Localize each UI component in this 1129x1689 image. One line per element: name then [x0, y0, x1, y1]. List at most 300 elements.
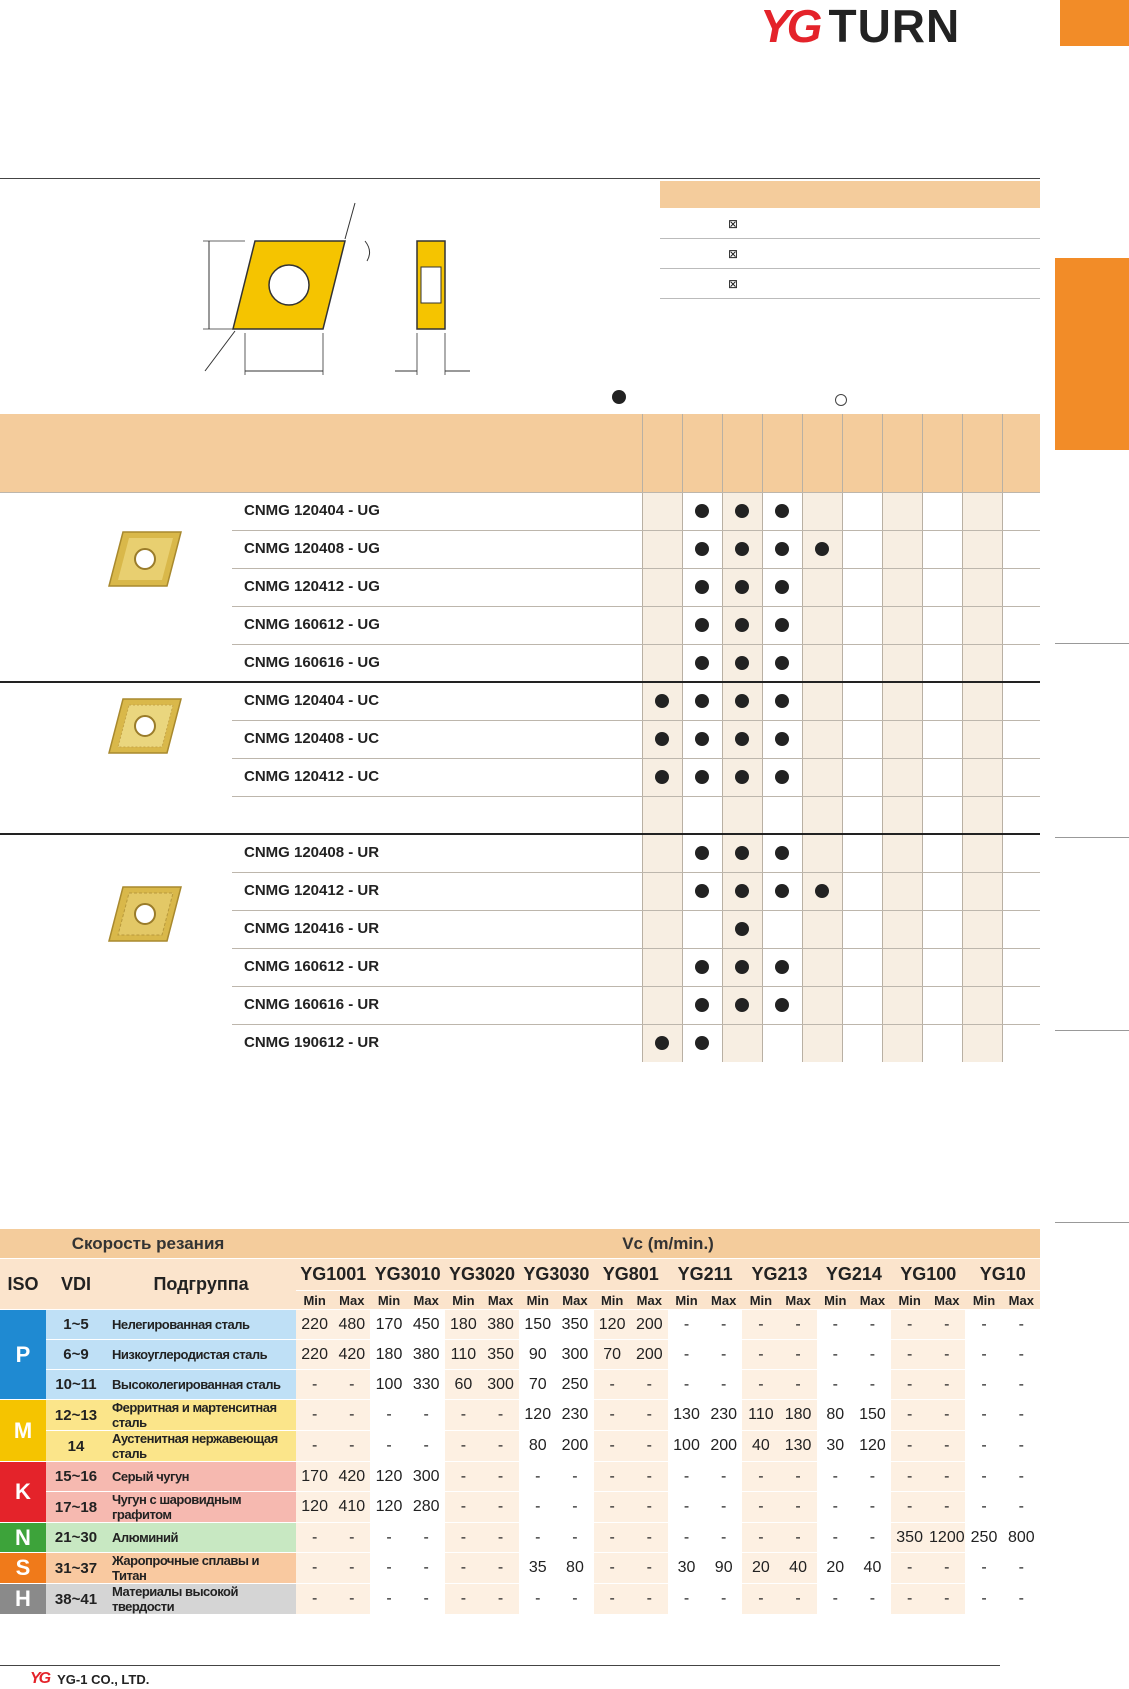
- availability-dot: [775, 694, 789, 708]
- dimension-symbol: ⊠: [728, 247, 739, 261]
- grade-column-shade: [802, 492, 842, 1062]
- speed-value: -: [891, 1310, 928, 1340]
- speed-value: -: [891, 1370, 928, 1400]
- product-code[interactable]: CNMG 160616 - UR: [244, 996, 380, 1013]
- speed-value: -: [705, 1462, 742, 1492]
- speed-value: -: [631, 1400, 668, 1431]
- row-divider: [232, 910, 1040, 911]
- speed-value: -: [445, 1553, 482, 1584]
- speed-value: 70: [519, 1370, 556, 1400]
- vdi-value: 12~13: [46, 1400, 106, 1431]
- speed-value: -: [854, 1462, 891, 1492]
- speed-value: 120: [296, 1492, 333, 1523]
- speed-value: 300: [556, 1340, 593, 1370]
- speed-value: -: [519, 1462, 556, 1492]
- speed-value: -: [742, 1462, 779, 1492]
- vc-header: Vc (m/min.): [296, 1229, 1040, 1259]
- speed-value: 100: [668, 1431, 705, 1462]
- grade-column-line: [842, 414, 843, 1062]
- iso-group-badge: M: [0, 1400, 46, 1462]
- speed-value: -: [445, 1431, 482, 1462]
- speed-value: -: [668, 1310, 705, 1340]
- speed-value: 380: [408, 1340, 445, 1370]
- speed-value: -: [854, 1340, 891, 1370]
- speed-value: -: [594, 1431, 631, 1462]
- availability-dot: [775, 770, 789, 784]
- speed-value: 280: [408, 1492, 445, 1523]
- product-table-header: [0, 414, 1040, 492]
- availability-dot: [775, 542, 789, 556]
- min-header: Min: [668, 1291, 705, 1310]
- row-divider: [232, 644, 1040, 645]
- row-divider: [232, 530, 1040, 531]
- grade-header: YG3030: [519, 1259, 593, 1291]
- grade-header: YG3020: [445, 1259, 519, 1291]
- grade-header: YG213: [742, 1259, 816, 1291]
- legend-open-dot-icon: [835, 394, 847, 406]
- product-code[interactable]: CNMG 120412 - UR: [244, 882, 380, 899]
- availability-dot: [815, 542, 829, 556]
- speed-value: -: [742, 1340, 779, 1370]
- availability-dot: [655, 770, 669, 784]
- grade-column-line: [642, 414, 643, 1062]
- grade-header: YG801: [594, 1259, 668, 1291]
- speed-value: -: [854, 1492, 891, 1523]
- speed-value: 800: [1003, 1523, 1040, 1553]
- speed-value: 80: [817, 1400, 854, 1431]
- product-code[interactable]: CNMG 160616 - UG: [244, 654, 380, 671]
- speed-value: -: [631, 1523, 668, 1553]
- insert-drawing: [195, 195, 485, 385]
- speed-value: -: [594, 1553, 631, 1584]
- speed-value: -: [631, 1431, 668, 1462]
- speed-value: -: [519, 1492, 556, 1523]
- speed-value: 90: [705, 1553, 742, 1584]
- availability-dot: [655, 694, 669, 708]
- speed-value: -: [817, 1310, 854, 1340]
- speed-value: -: [705, 1370, 742, 1400]
- speed-value: -: [742, 1370, 779, 1400]
- speed-value: -: [668, 1340, 705, 1370]
- product-code[interactable]: CNMG 120412 - UC: [244, 768, 380, 785]
- grade-column-line: [682, 414, 683, 1062]
- speed-value: -: [817, 1523, 854, 1553]
- speed-value: -: [631, 1584, 668, 1615]
- iso-group-badge: N: [0, 1523, 46, 1553]
- grade-column-line: [762, 414, 763, 1062]
- grade-column-line: [882, 414, 883, 1062]
- speed-value: -: [668, 1462, 705, 1492]
- speed-value: -: [370, 1553, 407, 1584]
- speed-value: -: [333, 1370, 370, 1400]
- speed-value: -: [965, 1310, 1002, 1340]
- max-header: Max: [928, 1291, 965, 1310]
- speed-value: -: [445, 1584, 482, 1615]
- footer: [30, 1670, 149, 1688]
- availability-dot: [735, 960, 749, 974]
- speed-value: 40: [742, 1431, 779, 1462]
- product-code[interactable]: CNMG 120408 - UC: [244, 730, 380, 747]
- max-header: Max: [333, 1291, 370, 1310]
- availability-dot: [695, 1036, 709, 1050]
- speed-value: -: [594, 1400, 631, 1431]
- availability-dot: [775, 846, 789, 860]
- speed-value: -: [482, 1400, 519, 1431]
- speed-value: -: [928, 1553, 965, 1584]
- speed-value: 120: [519, 1400, 556, 1431]
- speed-value: -: [370, 1431, 407, 1462]
- dimension-symbol: ⊠: [728, 277, 739, 291]
- speed-value: 120: [370, 1492, 407, 1523]
- speed-value: -: [817, 1462, 854, 1492]
- speed-value: -: [742, 1310, 779, 1340]
- speed-value: -: [296, 1400, 333, 1431]
- speed-value: 180: [445, 1310, 482, 1340]
- speed-value: -: [594, 1370, 631, 1400]
- speed-value: 110: [742, 1400, 779, 1431]
- row-divider: [232, 720, 1040, 721]
- speed-value: -: [445, 1400, 482, 1431]
- speed-value: 90: [519, 1340, 556, 1370]
- speed-value: -: [854, 1584, 891, 1615]
- subgroup-name: Низкоуглеродистая сталь: [106, 1340, 296, 1370]
- max-header: Max: [631, 1291, 668, 1310]
- speed-value: -: [594, 1523, 631, 1553]
- product-code[interactable]: CNMG 160612 - UG: [244, 616, 380, 633]
- speed-value: 20: [742, 1553, 779, 1584]
- availability-dot: [735, 770, 749, 784]
- speed-value: 130: [779, 1431, 816, 1462]
- top-rule: [0, 178, 1040, 179]
- speed-value: 170: [370, 1310, 407, 1340]
- speed-value: -: [779, 1523, 816, 1553]
- iso-group-badge: S: [0, 1553, 46, 1584]
- speed-value: 30: [668, 1553, 705, 1584]
- availability-dot: [775, 998, 789, 1012]
- speed-value: 350: [556, 1310, 593, 1340]
- speed-value: -: [631, 1462, 668, 1492]
- speed-value: -: [779, 1462, 816, 1492]
- side-tab-active[interactable]: [1055, 258, 1129, 450]
- speed-value: 250: [965, 1523, 1002, 1553]
- row-divider: [232, 948, 1040, 949]
- speed-value: 60: [445, 1370, 482, 1400]
- availability-dot: [695, 732, 709, 746]
- speed-value: -: [891, 1584, 928, 1615]
- vdi-value: 14: [46, 1431, 106, 1462]
- iso-header: ISO: [0, 1259, 46, 1310]
- availability-dot: [775, 884, 789, 898]
- speed-value: -: [631, 1492, 668, 1523]
- row-divider: [232, 758, 1040, 759]
- speed-value: -: [965, 1340, 1002, 1370]
- availability-dot: [775, 580, 789, 594]
- footer-rule: [0, 1665, 1000, 1666]
- speed-value: 450: [408, 1310, 445, 1340]
- speed-value: -: [556, 1492, 593, 1523]
- product-code[interactable]: CNMG 120408 - UR: [244, 844, 380, 861]
- speed-value: -: [482, 1431, 519, 1462]
- product-code[interactable]: CNMG 120416 - UR: [244, 920, 380, 937]
- subgroup-name: Высоколегированная сталь: [106, 1370, 296, 1400]
- side-divider: [1055, 643, 1129, 644]
- speed-value: 20: [817, 1553, 854, 1584]
- speed-value: 350: [891, 1523, 928, 1553]
- subgroup-name: Жаропрочные сплавы и Титан: [106, 1553, 296, 1584]
- speed-value: -: [1003, 1340, 1040, 1370]
- row-divider: [232, 986, 1040, 987]
- speed-value: 180: [370, 1340, 407, 1370]
- speed-value: -: [408, 1584, 445, 1615]
- speed-value: -: [333, 1523, 370, 1553]
- speed-value: -: [482, 1462, 519, 1492]
- speed-value: 420: [333, 1340, 370, 1370]
- speed-value: 410: [333, 1492, 370, 1523]
- speed-value: -: [445, 1462, 482, 1492]
- product-code[interactable]: CNMG 160612 - UR: [244, 958, 380, 975]
- availability-dot: [735, 998, 749, 1012]
- speed-value: -: [1003, 1431, 1040, 1462]
- speed-value: 200: [556, 1431, 593, 1462]
- availability-dot: [695, 618, 709, 632]
- availability-dot: [775, 656, 789, 670]
- speed-value: -: [817, 1584, 854, 1615]
- grade-header: YG1001: [296, 1259, 370, 1291]
- speed-value: -: [891, 1340, 928, 1370]
- speed-value: -: [1003, 1370, 1040, 1400]
- group-divider: [0, 681, 1040, 683]
- speed-value: -: [779, 1310, 816, 1340]
- product-code[interactable]: CNMG 120408 - UG: [244, 540, 380, 557]
- speed-value: 40: [779, 1553, 816, 1584]
- min-header: Min: [965, 1291, 1002, 1310]
- dimension-row: [660, 239, 1040, 269]
- brand-product: TURN: [828, 0, 961, 52]
- speed-row: [0, 1584, 1040, 1615]
- speed-value: -: [445, 1523, 482, 1553]
- product-code[interactable]: CNMG 190612 - UR: [244, 1034, 380, 1051]
- speed-value: -: [408, 1400, 445, 1431]
- availability-dot: [735, 922, 749, 936]
- availability-dot: [695, 580, 709, 594]
- speed-value: 150: [854, 1400, 891, 1431]
- speed-value: -: [519, 1523, 556, 1553]
- speed-value: -: [482, 1492, 519, 1523]
- speed-value: -: [928, 1340, 965, 1370]
- max-header: Max: [482, 1291, 519, 1310]
- min-header: Min: [519, 1291, 556, 1310]
- speed-value: -: [333, 1553, 370, 1584]
- insert-ug-image: [105, 528, 185, 590]
- speed-value: -: [296, 1370, 333, 1400]
- speed-value: 420: [333, 1462, 370, 1492]
- subgroup-name: Ферритная и мартенситная сталь: [106, 1400, 296, 1431]
- speed-value: 110: [445, 1340, 482, 1370]
- min-header: Min: [891, 1291, 928, 1310]
- grade-header: YG100: [891, 1259, 965, 1291]
- availability-dot: [655, 732, 669, 746]
- speed-value: -: [482, 1553, 519, 1584]
- legend-full-dot-icon: [612, 390, 626, 404]
- side-divider: [1055, 1030, 1129, 1031]
- vdi-value: 1~5: [46, 1310, 106, 1340]
- speed-value: -: [779, 1340, 816, 1370]
- speed-value: -: [408, 1431, 445, 1462]
- speed-value: -: [965, 1492, 1002, 1523]
- row-divider: [232, 606, 1040, 607]
- availability-dot: [735, 656, 749, 670]
- availability-dot: [695, 694, 709, 708]
- insert-ur-image: [105, 883, 185, 945]
- speed-value: -: [333, 1584, 370, 1615]
- speed-value: -: [556, 1584, 593, 1615]
- subgroup-name: Материалы высокой твердости: [106, 1584, 296, 1615]
- availability-dot: [735, 732, 749, 746]
- speed-value: -: [891, 1492, 928, 1523]
- speed-value: -: [1003, 1584, 1040, 1615]
- availability-dot: [695, 504, 709, 518]
- speed-value: -: [928, 1492, 965, 1523]
- speed-value: -: [891, 1400, 928, 1431]
- speed-value: -: [519, 1584, 556, 1615]
- availability-dot: [775, 618, 789, 632]
- row-divider: [232, 872, 1040, 873]
- speed-value: -: [742, 1492, 779, 1523]
- speed-value: -: [705, 1523, 742, 1553]
- speed-value: 30: [817, 1431, 854, 1462]
- row-divider: [232, 1024, 1040, 1025]
- max-header: Max: [779, 1291, 816, 1310]
- speed-value: -: [705, 1310, 742, 1340]
- min-header: Min: [742, 1291, 779, 1310]
- speed-value: -: [1003, 1553, 1040, 1584]
- vdi-header: VDI: [46, 1259, 106, 1310]
- speed-value: -: [854, 1370, 891, 1400]
- speed-value: -: [705, 1340, 742, 1370]
- iso-group-badge: P: [0, 1310, 46, 1400]
- iso-group-badge: H: [0, 1584, 46, 1615]
- speed-value: -: [891, 1462, 928, 1492]
- grade-header: YG3010: [370, 1259, 444, 1291]
- speed-value: -: [408, 1553, 445, 1584]
- speed-row: [0, 1431, 1040, 1462]
- grade-header: YG10: [965, 1259, 1040, 1291]
- speed-value: 70: [594, 1340, 631, 1370]
- speed-value: 250: [556, 1370, 593, 1400]
- speed-value: -: [817, 1370, 854, 1400]
- speed-value: 200: [631, 1310, 668, 1340]
- product-code[interactable]: CNMG 120412 - UG: [244, 578, 380, 595]
- subgroup-name: Чугун с шаровидным графитом: [106, 1492, 296, 1523]
- speed-value: -: [296, 1584, 333, 1615]
- speed-value: 170: [296, 1462, 333, 1492]
- speed-value: -: [296, 1523, 333, 1553]
- speed-value: 220: [296, 1340, 333, 1370]
- speed-value: 130: [668, 1400, 705, 1431]
- speed-value: -: [817, 1492, 854, 1523]
- availability-dot: [695, 846, 709, 860]
- speed-value: -: [1003, 1400, 1040, 1431]
- speed-value: 40: [854, 1553, 891, 1584]
- speed-value: -: [370, 1584, 407, 1615]
- product-code[interactable]: CNMG 120404 - UG: [244, 502, 380, 519]
- grade-column-line: [722, 414, 723, 1062]
- speed-row: [0, 1310, 1040, 1340]
- availability-dot: [735, 618, 749, 632]
- subgroup-name: Алюминий: [106, 1523, 296, 1553]
- speed-value: -: [482, 1523, 519, 1553]
- side-divider: [1055, 1222, 1129, 1223]
- dimension-row: [660, 209, 1040, 239]
- availability-dot: [775, 732, 789, 746]
- speed-value: -: [928, 1431, 965, 1462]
- speed-value: -: [668, 1584, 705, 1615]
- dimension-symbol: ⊠: [728, 217, 739, 231]
- speed-row: [0, 1462, 1040, 1492]
- speed-value: 300: [408, 1462, 445, 1492]
- footer-mark: YG: [30, 1670, 50, 1687]
- insert-uc-image: [105, 695, 185, 757]
- side-divider: [1055, 837, 1129, 838]
- speed-value: -: [928, 1584, 965, 1615]
- speed-value: -: [296, 1431, 333, 1462]
- max-header: Max: [408, 1291, 445, 1310]
- speed-value: -: [965, 1462, 1002, 1492]
- speed-value: -: [928, 1310, 965, 1340]
- speed-value: 35: [519, 1553, 556, 1584]
- speed-value: 230: [705, 1400, 742, 1431]
- availability-dot: [735, 580, 749, 594]
- speed-value: -: [817, 1340, 854, 1370]
- speed-value: -: [928, 1462, 965, 1492]
- grade-column-line: [922, 414, 923, 1062]
- speed-value: -: [668, 1523, 705, 1553]
- vdi-value: 10~11: [46, 1370, 106, 1400]
- grade-column-line: [962, 414, 963, 1062]
- max-header: Max: [556, 1291, 593, 1310]
- brand-mark: YG: [760, 0, 819, 52]
- speed-value: 200: [631, 1340, 668, 1370]
- availability-dot: [735, 694, 749, 708]
- speed-value: -: [705, 1584, 742, 1615]
- grade-column-shade: [882, 492, 922, 1062]
- speed-value: 120: [594, 1310, 631, 1340]
- speed-value: -: [370, 1400, 407, 1431]
- speed-value: -: [891, 1553, 928, 1584]
- speed-value: 300: [482, 1370, 519, 1400]
- speed-row: [0, 1523, 1040, 1553]
- speed-value: -: [1003, 1310, 1040, 1340]
- cutting-speed-table: [0, 1229, 1040, 1615]
- availability-dot: [695, 770, 709, 784]
- product-code[interactable]: CNMG 120404 - UC: [244, 692, 380, 709]
- speed-value: -: [928, 1400, 965, 1431]
- speed-value: 350: [482, 1340, 519, 1370]
- speed-value: -: [742, 1523, 779, 1553]
- speed-value: -: [779, 1584, 816, 1615]
- speed-value: -: [296, 1553, 333, 1584]
- min-header: Min: [296, 1291, 333, 1310]
- availability-dot: [735, 846, 749, 860]
- vdi-value: 17~18: [46, 1492, 106, 1523]
- vdi-value: 31~37: [46, 1553, 106, 1584]
- speed-value: 380: [482, 1310, 519, 1340]
- availability-dot: [695, 998, 709, 1012]
- vdi-value: 21~30: [46, 1523, 106, 1553]
- availability-dot: [695, 960, 709, 974]
- availability-dot: [775, 504, 789, 518]
- speed-value: 180: [779, 1400, 816, 1431]
